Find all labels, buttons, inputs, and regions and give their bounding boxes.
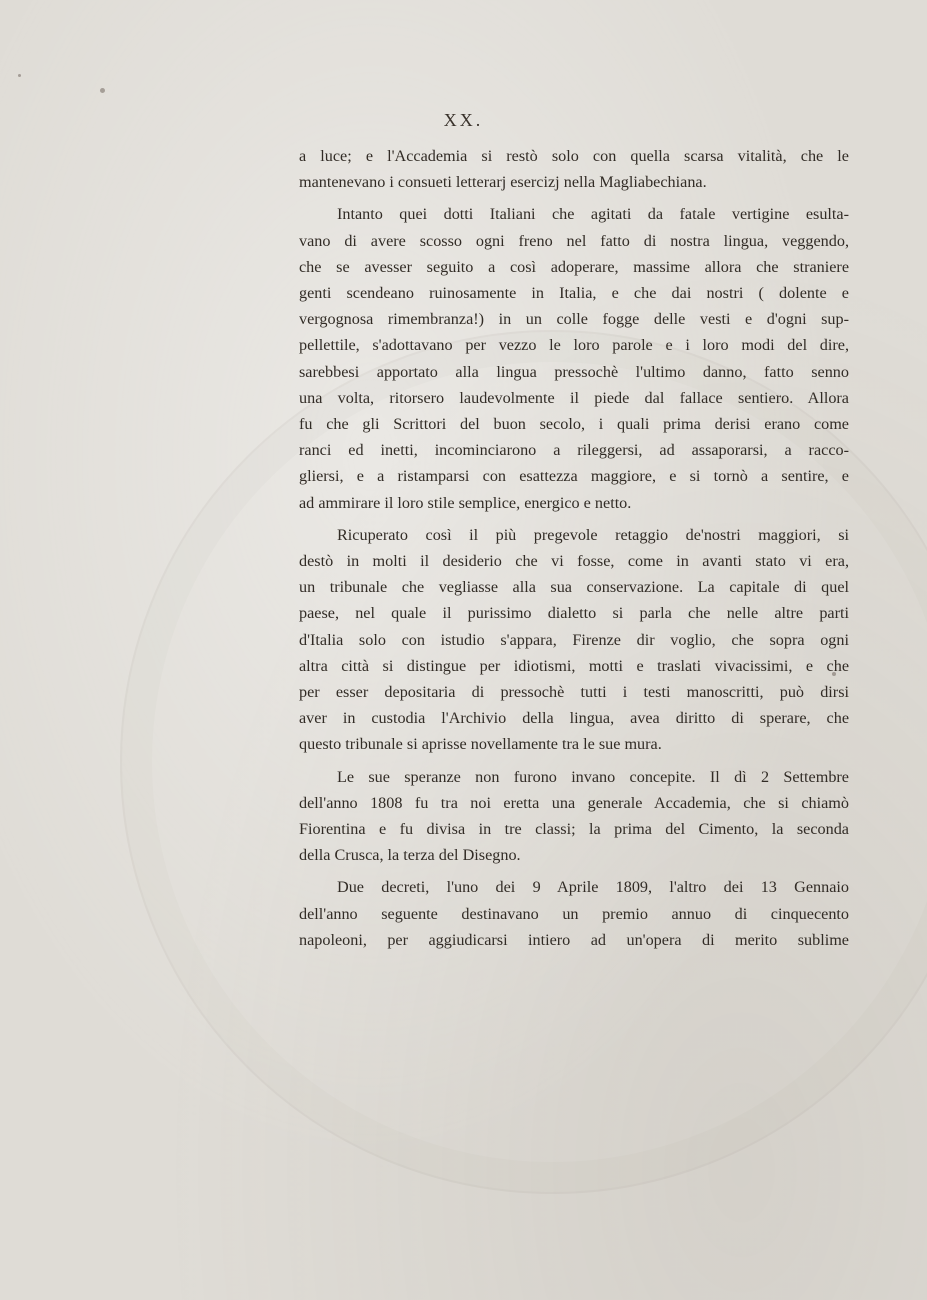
text-line: Intanto quei dotti Italiani che agitati da fatale vertigine esulta- [337, 205, 849, 224]
text-line: dell'anno seguente destinavano un premio annuo di cinquecento [299, 904, 849, 923]
paper-spot [18, 74, 21, 77]
text-line: d'Italia solo con istudio s'appara, Firenze dir voglio, che sopra ogni [299, 630, 849, 649]
text-line: altra città si distingue per idiotismi, motti e traslati vivacissimi, e che [299, 656, 849, 675]
text-line: pellettile, s'adottavano per vezzo le loro parole e i loro modi del dire, [299, 336, 849, 355]
text-line: genti scendeano ruinosamente in Italia, e che dai nostri ( dolente e [299, 284, 849, 303]
text-line: della Crusca, la terza del Disegno. [299, 846, 521, 865]
text-line: destò in molti il desiderio che vi fosse, come in avanti stato vi era, [299, 552, 849, 571]
page-number: XX. [443, 110, 484, 130]
text-line: Le sue speranze non furono invano concepite. Il dì 2 Settembre [337, 767, 849, 786]
text-line: vergognosa rimembranza!) in un colle fogge delle vesti e d'ogni sup- [299, 310, 849, 329]
text-line: Ricuperato così il più pregevole retaggio de'nostri maggiori, si [337, 525, 849, 544]
text-line: aver in custodia l'Archivio della lingua, avea diritto di sperare, che [299, 709, 849, 728]
text-line: paese, nel quale il purissimo dialetto si parla che nelle altre parti [299, 604, 849, 623]
text-line: questo tribunale si aprisse novellamente tra le sue mura. [299, 735, 662, 754]
text-line: a luce; e l'Accademia si restò solo con quella scarsa vitalità, che le [299, 147, 849, 165]
text-line: fu che gli Scrittori del buon secolo, i quali prima derisi erano come [299, 415, 849, 434]
text-line: vano di avere scosso ogni freno nel fatto di nostra lingua, veggendo, [299, 231, 849, 250]
text-line: ad ammirare il loro stile semplice, energico e netto. [299, 493, 632, 512]
text-line: Due decreti, l'uno dei 9 Aprile 1809, l'altro dei 13 Gennaio [337, 878, 849, 897]
text-line: dell'anno 1808 fu tra noi eretta una generale Accademia, che si chiamò [299, 793, 849, 812]
text-line: una volta, ritorsero laudevolmente il piede dal fallace sentiero. Allora [299, 388, 849, 407]
text-line: mantenevano i consueti letterarj esercizj nella Magliabechiana. [299, 173, 707, 192]
text-line: per esser depositaria di pressochè tutti i testi manoscritti, può dirsi [299, 683, 849, 702]
text-line: un tribunale che vegliasse alla sua conservazione. La capitale di quel [299, 578, 849, 597]
text-line: napoleoni, per aggiudicarsi intiero ad un'opera di merito sublime [299, 930, 849, 949]
body-text [299, 143, 849, 953]
text-line: ranci ed inetti, incominciarono a rileggersi, ad assaporarsi, a racco- [299, 441, 849, 460]
text-line: che se avesser seguito a così adoperare, massime allora che straniere [299, 257, 849, 276]
text-line: Fiorentina e fu divisa in tre classi; la prima del Cimento, la seconda [299, 820, 849, 839]
paper-spot [100, 88, 105, 93]
text-line: sarebbesi apportato alla lingua pressochè l'ultimo danno, fatto senno [299, 362, 849, 381]
text-line: gliersi, e a ristamparsi con esattezza maggiore, e si tornò a sentire, e [299, 467, 849, 486]
